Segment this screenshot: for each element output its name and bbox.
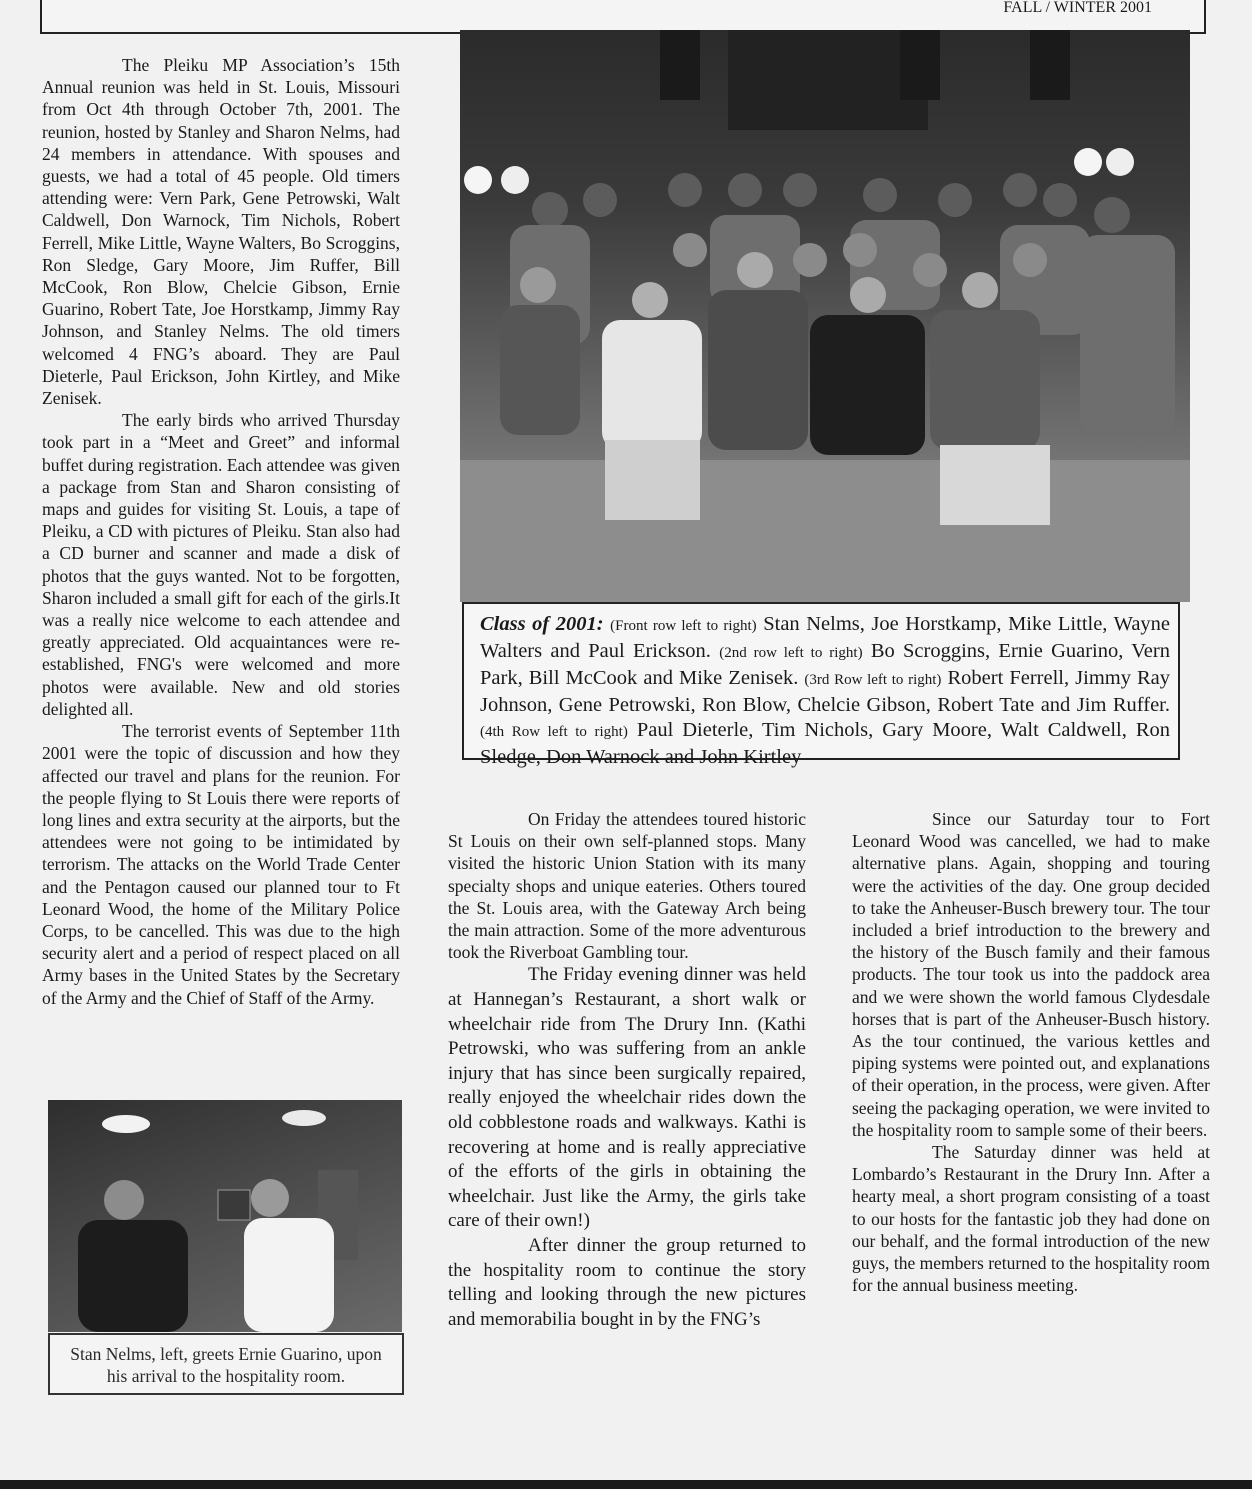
paragraph-saturday-dinner: The Saturday dinner was held at Lombardo’s Restaurant in the Drury Inn. After a hearty meal, a short program consisting of a toast to our hosts for the fantastic job they had done on our behalf, and the formal introduction of the new guys, the members returned to the hospitality room for the annual business meeting. [852, 1142, 1210, 1296]
group-photo-caption [462, 602, 1180, 768]
issue-label: FALL / WINTER 2001 [1003, 0, 1152, 16]
caption-row4-names: Paul Dieterle, Tim Nichols, Gary Moore, Walt Caldwell, Ron Sledge, Don Warnock and John Kirtley [480, 719, 1171, 768]
page-bottom-rule [0, 1480, 1252, 1489]
paragraph-early-birds: The early birds who arrived Thursday took part in a “Meet and Greet” and informal buffet during registration. Each attendee was given a package from Stan and Sharon consisting of maps and guides for visiting St. Louis, a tape of Pleiku, a CD with pictures of Pleiku. Stan also had a CD burner and scanner and made a disk of photos that the guys wanted. Not to be forgotten, Sharon included a small gift for each of the girls.It was a really nice welcome to each attendee and greatly appreciated. Old acquaintances were re-established, FNG's were welcomed and more photos were available. New and old stories delighted all. [42, 410, 400, 719]
greeting-photo [48, 1100, 402, 1332]
paragraph-after-dinner: After dinner the group returned to the hospitality room to continue the story telling and looking through the new pictures and memorabilia bought in by the FNG’s [448, 1234, 806, 1330]
article-column-left [42, 54, 400, 1009]
greeting-photo-caption: Stan Nelms, left, greets Ernie Guarino, upon his arrival to the hospitality room. [48, 1333, 404, 1395]
caption-row1-names: Stan Nelms, Joe Horstkamp, Mike Little, Wayne Walters and Paul Erickson. [480, 613, 1171, 662]
paragraph-reunion-intro: The Pleiku MP Association’s 15th Annual reunion was held in St. Louis, Missouri from Oct 4th through October 7th, 2001. The reunion, hosted by Stanley and Sharon Nelms, had 24 members in attendance. With spouses and guests, we had a total of 45 people. Old timers attending were: Vern Park, Gene Petrowski, Walt Caldwell, Don Warnock, Tim Nichols, Robert Ferrell, Mike Little, Wayne Walters, Bo Scroggins, Ron Sledge, Gary Moore, Jim Ruffer, Bill McCook, Ron Blow, Chelcie Gibson, Ernie Guarino, Robert Tate, Joe Horstkamp, Jimmy Ray Johnson, and Stanley Nelms. The old timers welcomed 4 FNG’s aboard. They are Paul Dieterle, Paul Erickson, John Kirtley, and Mike Zenisek. [42, 55, 400, 409]
paragraph-friday-tour: On Friday the attendees toured historic St Louis on their own self-planned stops. Many visited the historic Union Station with its many specialty shops and unique eateries. Others toured the St. Louis area, with the Gateway Arch being the main attraction. Some of the more adventurous took the Riverboat Gambling tour. [448, 809, 806, 963]
paragraph-friday-dinner: The Friday evening dinner was held at Hannegan’s Restaurant, a short walk or wheelchair ride from The Drury Inn. (Kathi Petrowski, who was suffering from an ankle injury that has since been surgically repaired, really enjoyed the wheelchair rides down the old cobblestone roads and walkways. Kathi is recovering at home and is really appreciative of the efforts of the girls in obtaining the wheelchair. Just like the Army, the girls take care of their own!) [448, 964, 806, 1232]
group-photo-illustration [460, 30, 1190, 602]
caption-row2-names: Bo Scroggins, Ernie Guarino, Vern Park, Bill McCook and Mike Zenisek. [480, 640, 1170, 689]
caption-row3-names: Robert Ferrell, Jimmy Ray Johnson, Gene Petrowski, Ron Blow, Chelcie Gibson, Robert Tate and Jim Ruffer. [480, 667, 1171, 716]
caption-row2-tag: (2nd row left to right) [719, 645, 863, 661]
caption-row1-tag: (Front row left to right) [610, 618, 757, 634]
greeting-photo-illustration [48, 1100, 402, 1332]
paragraph-terrorist-events: The terrorist events of September 11th 2001 were the topic of discussion and how they affected our travel and plans for the reunion. For the people flying to St Louis there were reports of long lines and extra security at the airports, but the attendees were not going to be intimidated by terrorism. The attacks on the World Trade Center and the Pentagon caused our planned tour to Ft Leonard Wood, the home of the Military Police Corps, to be cancelled. This was due to the high security alert and a period of respect placed on all Army bases in the United States by the Secretary of the Army and the Chief of Staff of the Army. [42, 721, 400, 1008]
caption-lead: Class of 2001: [480, 613, 604, 635]
caption-row4-tag: (4th Row left to right) [480, 724, 628, 740]
caption-row3-tag: (3rd Row left to right) [804, 672, 942, 688]
group-photo [460, 30, 1190, 602]
paragraph-saturday-tour: Since our Saturday tour to Fort Leonard Wood was cancelled, we had to make alternative plans. Again, shopping and touring were the activities of the day. One group decided to take the Anheuser-Busch brewery tour. The tour included a brief introduction to the brewery and the history of the Busch family and their famous products. The tour took us into the paddock area and we were shown the world famous Clydesdale horses that is part of the Anheuser-Busch history. As the tour continued, the various kettles and piping systems were pointed out, and explanations of their operation, in the process, were given. After seeing the packaging operation, we were invited to the hospitality room to sample some of their beers. [852, 809, 1210, 1140]
masthead-box [40, 0, 1206, 34]
article-column-right [852, 808, 1210, 1296]
article-column-middle [448, 808, 806, 1332]
